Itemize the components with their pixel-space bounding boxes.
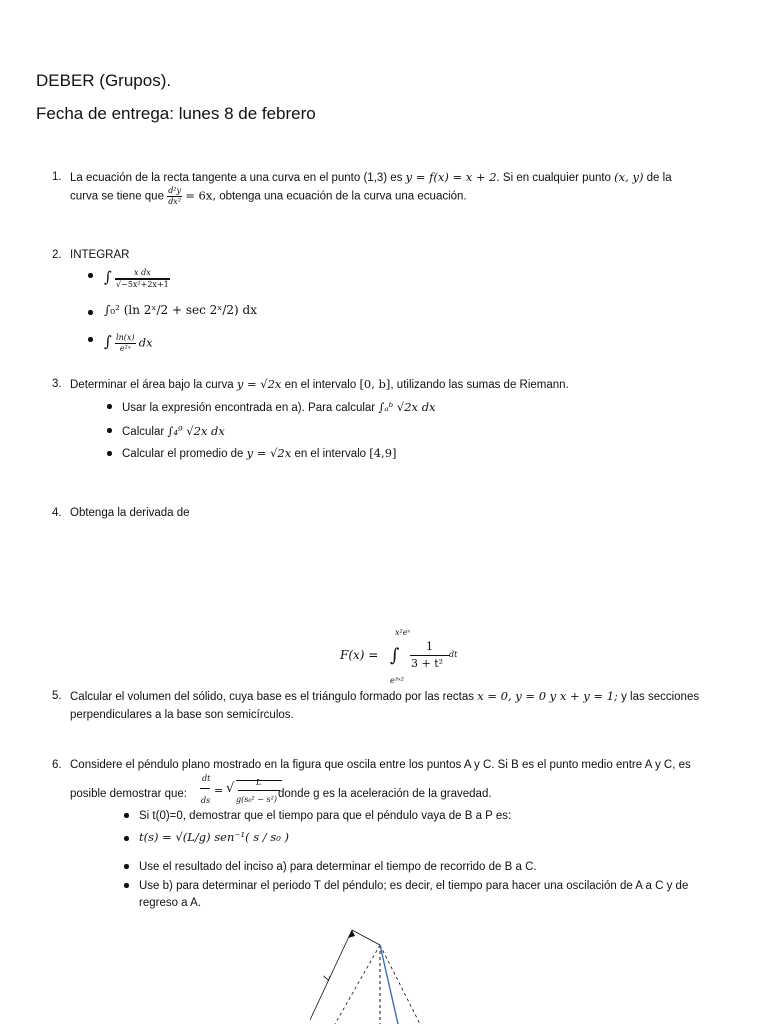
- pendulum-string: [380, 945, 398, 1024]
- q6-sub-1: Si t(0)=0, demostrar que el tiempo para que el péndulo vaya de B a P es:: [139, 810, 512, 822]
- dimension-tick: [352, 930, 380, 945]
- bullet: [107, 404, 112, 409]
- q1-number: 1.: [52, 171, 62, 183]
- due-date: Fecha de entrega: lunes 8 de febrero: [36, 104, 316, 123]
- q1-line2: curva se tiene que $\frac{\text{d²y}}{\text{dx²}}$ = 6x, obtenga una ecuación de la curva una ecuación.: [70, 186, 467, 206]
- q6-line2a: posible demostrar que:: [70, 788, 187, 800]
- q3-sub-3: Calcular el promedio de y = √2x en el intervalo [4,9]: [122, 446, 397, 460]
- pendulum-left-ray: [335, 945, 380, 1024]
- q6-sub-4a: Use b) para determinar el periodo T del péndulo; es decir, el tiempo para hacer una oscilación de A a C y de: [139, 880, 689, 892]
- bullet: [124, 836, 129, 841]
- bullet: [124, 883, 129, 888]
- q4-formula: F(x) = ∫ x²eˣ e³ˣ² 1 3 + t² dt: [340, 628, 458, 685]
- q4-text: Obtenga la derivada de: [70, 507, 190, 519]
- bullet: [88, 310, 93, 315]
- length-label: L: [321, 973, 333, 982]
- length-dimension-line: [310, 930, 352, 1020]
- q6-sub-2: t(s) = √(L/g) sen⁻¹( s / s₀ ): [139, 830, 289, 844]
- pendulum-figure: [290, 925, 440, 1024]
- q5-line2: perpendiculares a la base son semicírculos.: [70, 709, 294, 721]
- bullet: [124, 813, 129, 818]
- bullet: [88, 273, 93, 278]
- q5-number: 5.: [52, 690, 62, 702]
- q3-sub-2: Calcular ∫₄⁹ √2x dx: [122, 424, 225, 438]
- q6-line2b: donde g es la aceleración de la gravedad.: [278, 788, 492, 800]
- q6-sub-3: Use el resultado del inciso a) para determinar el tiempo de recorrido de B a C.: [139, 861, 537, 873]
- pendulum-right-ray: [380, 945, 420, 1024]
- q2-number: 2.: [52, 249, 62, 261]
- q2-integral-3: ∫ $\frac{\ln(x)}{\text{e²ˣ}}$ dx: [104, 332, 153, 353]
- bullet: [124, 864, 129, 869]
- title: DEBER (Grupos).: [36, 71, 172, 90]
- q5-line1: Calcular el volumen del sólido, cuya base es el triángulo formado por las rectas x = 0, y = 0 y x + y = 1; y las secciones: [70, 689, 700, 703]
- q6-line1: Considere el péndulo plano mostrado en la figura que oscila entre los puntos A y C. Si B es el punto medio entre A y C, es: [70, 759, 691, 771]
- bullet: [107, 428, 112, 433]
- q3-number: 3.: [52, 378, 62, 390]
- q4-number: 4.: [52, 507, 62, 519]
- bullet: [88, 337, 93, 342]
- q3-line1: Determinar el área bajo la curva y = √2x en el intervalo [0, b], utilizando las sumas de Riemann.: [70, 377, 569, 391]
- q2-integral-1: ∫ $\frac{\text{x dx}}{\text{√−5x²+2x+1}}$: [104, 268, 169, 289]
- q1-line1: La ecuación de la recta tangente a una curva en el punto (1,3) es y = f(x) = x + 2. Si en cualquier punto (x, y) de la: [70, 170, 672, 184]
- q3-sub-1: Usar la expresión encontrada en a). Para calcular ∫ₐᵇ √2x dx: [122, 400, 436, 414]
- q2-label: INTEGRAR: [70, 249, 130, 261]
- q2-integral-2: ∫₀² (ln 2ˣ/2 + sec 2ˣ/2) dx: [104, 303, 257, 317]
- q6-sub-4b: regreso a A.: [139, 897, 202, 909]
- q6-number: 6.: [52, 759, 62, 771]
- bullet: [107, 451, 112, 456]
- q6-derivative-formula: dt ds = √ L g(s₀² − s²): [200, 774, 300, 808]
